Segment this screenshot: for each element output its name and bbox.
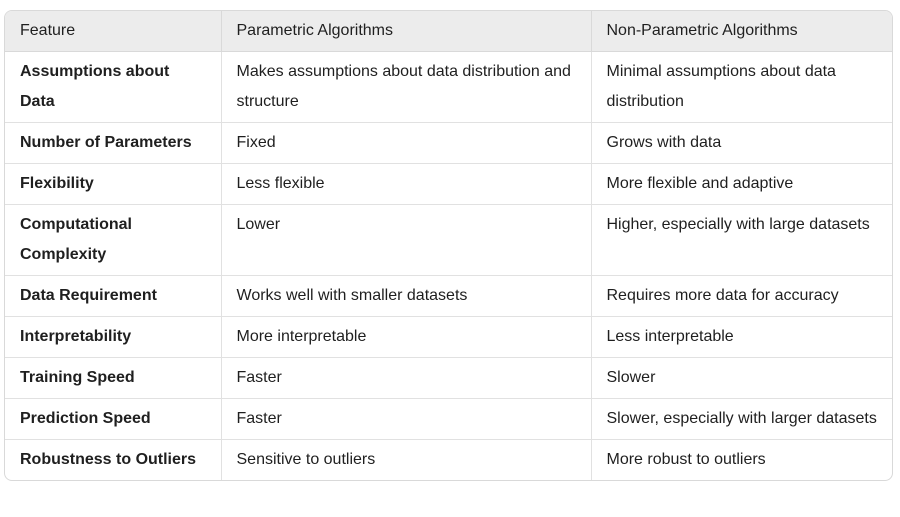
cell-nonparametric: Minimal assumptions about data distribution <box>591 51 892 122</box>
cell-feature: Assumptions about Data <box>5 51 221 122</box>
cell-feature: Interpretability <box>5 316 221 357</box>
cell-parametric: Faster <box>221 398 591 439</box>
cell-feature: Flexibility <box>5 163 221 204</box>
header-parametric: Parametric Algorithms <box>221 11 591 51</box>
cell-feature: Robustness to Outliers <box>5 439 221 480</box>
cell-parametric: Fixed <box>221 122 591 163</box>
table-row <box>5 122 892 163</box>
table-row <box>5 163 892 204</box>
cell-nonparametric: Requires more data for accuracy <box>591 275 892 316</box>
cell-feature: Training Speed <box>5 357 221 398</box>
table-row <box>5 439 892 480</box>
cell-feature: Number of Parameters <box>5 122 221 163</box>
cell-nonparametric: Slower, especially with larger datasets <box>591 398 892 439</box>
comparison-table <box>5 11 892 480</box>
header-nonparametric: Non-Parametric Algorithms <box>591 11 892 51</box>
cell-feature: Data Requirement <box>5 275 221 316</box>
comparison-table-container <box>4 10 893 481</box>
cell-nonparametric: More flexible and adaptive <box>591 163 892 204</box>
cell-nonparametric: Grows with data <box>591 122 892 163</box>
table-header-row <box>5 11 892 51</box>
cell-parametric: Less flexible <box>221 163 591 204</box>
cell-nonparametric: Slower <box>591 357 892 398</box>
cell-parametric: More interpretable <box>221 316 591 357</box>
cell-parametric: Faster <box>221 357 591 398</box>
cell-parametric: Lower <box>221 204 591 275</box>
table-row <box>5 316 892 357</box>
cell-nonparametric: More robust to outliers <box>606 450 766 468</box>
table-row <box>5 275 892 316</box>
table-row <box>5 51 892 122</box>
cell-parametric: Makes assumptions about data distribution and structure <box>221 51 591 122</box>
cell-nonparametric: Less interpretable <box>591 316 892 357</box>
cell-feature: Computational Complexity <box>5 204 221 275</box>
cell-nonparametric: Higher, especially with large datasets <box>591 204 892 275</box>
cell-parametric: Works well with smaller datasets <box>221 275 591 316</box>
cell-parametric: Sensitive to outliers <box>221 439 591 480</box>
table-row <box>5 398 892 439</box>
table-row <box>5 204 892 275</box>
cell-feature: Prediction Speed <box>5 398 221 439</box>
header-feature: Feature <box>5 11 221 51</box>
table-row <box>5 357 892 398</box>
